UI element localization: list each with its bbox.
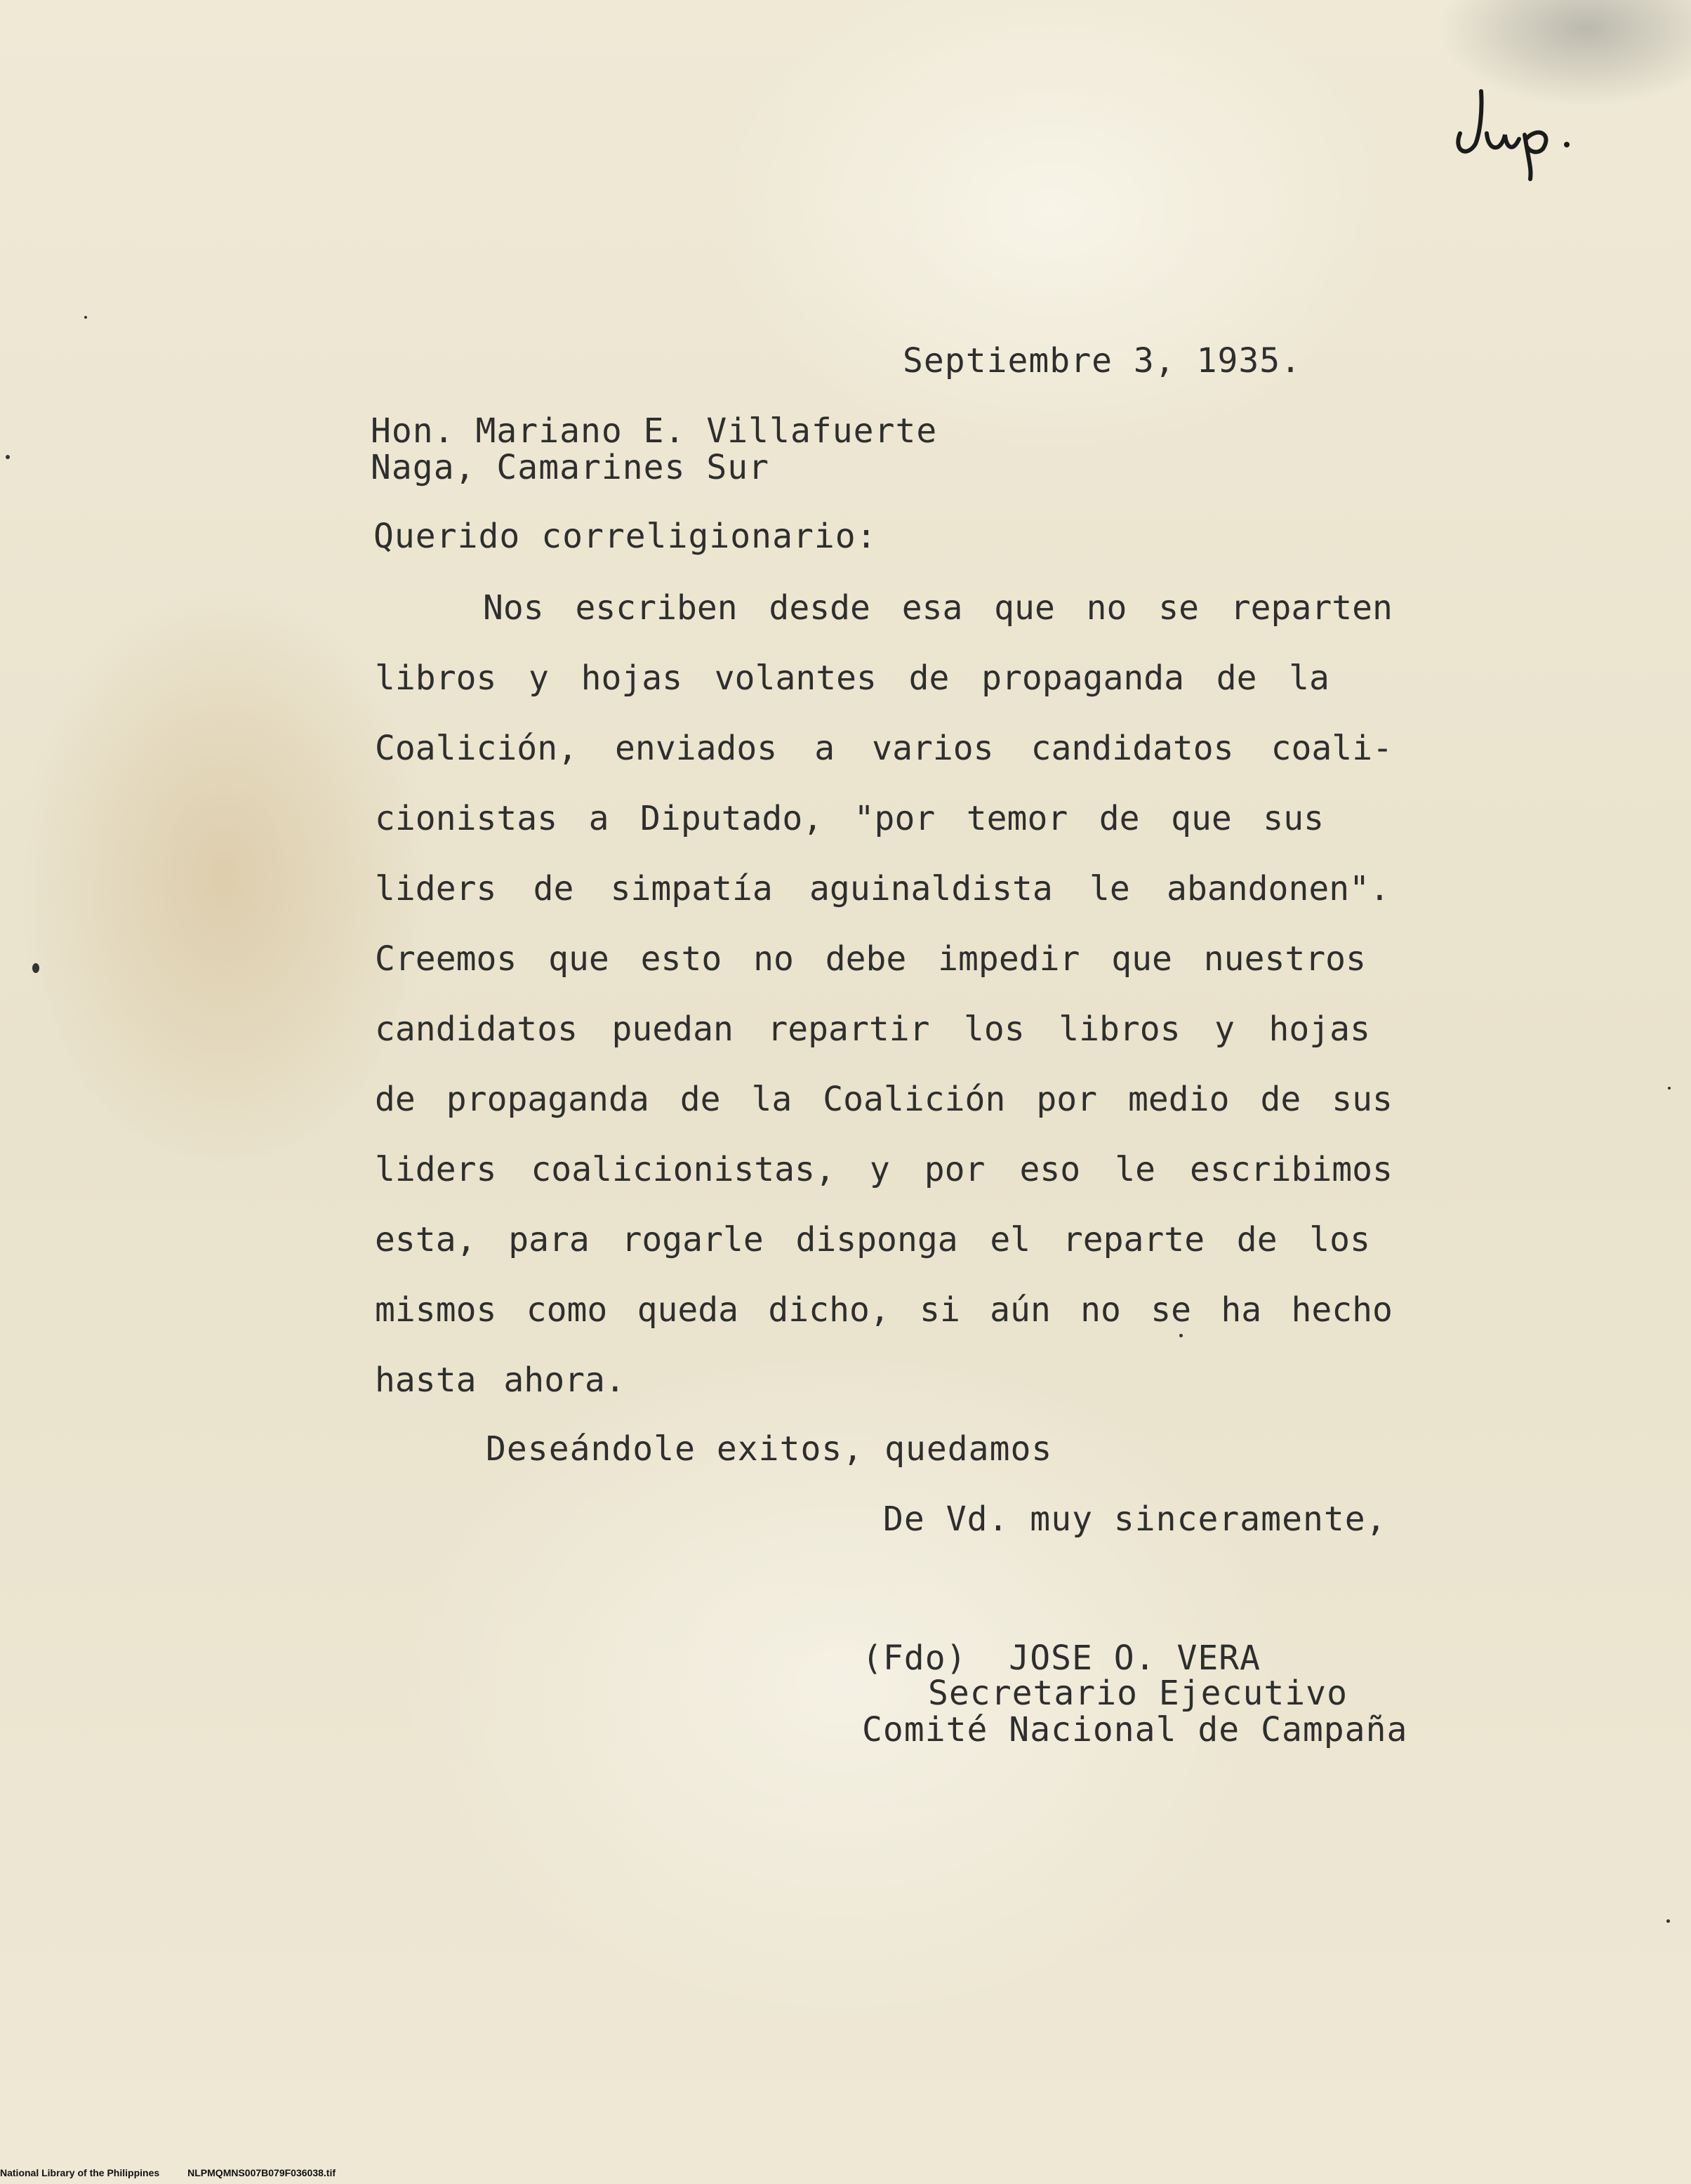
recipient-address: Naga, Camarines Sur bbox=[371, 448, 770, 487]
archive-footer bbox=[0, 2168, 336, 2178]
body-line-2: libros y hojas volantes de propaganda de la bbox=[375, 658, 1329, 698]
signature-organization: Comité Nacional de Campaña bbox=[862, 1710, 1408, 1749]
ink-speck bbox=[1668, 1087, 1671, 1090]
body-line-12: hasta ahora. bbox=[375, 1361, 625, 1400]
body-line-7: candidatos puedan repartir los libros y hojas bbox=[375, 1010, 1370, 1049]
signature-title: Secretario Ejecutivo bbox=[928, 1674, 1348, 1713]
recipient-name: Hon. Mariano E. Villafuerte bbox=[371, 411, 938, 451]
body-line-10: esta, para rogarle disponga el reparte de los bbox=[375, 1220, 1370, 1259]
handwritten-dup-note bbox=[1446, 84, 1586, 183]
ink-speck bbox=[32, 963, 39, 973]
body-line-11: mismos como queda dicho, si aún no se ha hecho bbox=[375, 1290, 1393, 1330]
body-line-3: Coalición, enviados a varios candidatos coali- bbox=[375, 729, 1393, 768]
ink-speck bbox=[84, 316, 87, 319]
body-line-6: Creemos que esto no debe impedir que nuestros bbox=[375, 939, 1366, 979]
signature-line: (Fdo) JOSE O. VERA bbox=[862, 1639, 1261, 1678]
ink-speck bbox=[6, 455, 10, 459]
body-line-4: cionistas a Diputado, "por temor de que sus bbox=[375, 799, 1324, 838]
body-line-1: Nos escriben desde esa que no se reparten bbox=[483, 588, 1393, 628]
archive-filename: NLPMQMNS007B079F036038.tif bbox=[187, 2167, 336, 2178]
letter-date: Septiembre 3, 1935. bbox=[903, 341, 1302, 380]
body-line-8: de propaganda de la Coalición por medio de sus bbox=[375, 1080, 1393, 1119]
ink-speck bbox=[1179, 1334, 1183, 1337]
ink-speck bbox=[1666, 1919, 1670, 1923]
closing-line: Deseándole exitos, quedamos bbox=[486, 1429, 1053, 1469]
salutation: Querido correligionario: bbox=[373, 517, 877, 556]
complimentary-close: De Vd. muy sinceramente, bbox=[883, 1500, 1387, 1539]
body-line-5: liders de simpatía aguinaldista le abandonen". bbox=[375, 869, 1390, 908]
archive-name: National Library of the Philippines bbox=[0, 2167, 160, 2178]
body-line-9: liders coalicionistas, y por eso le escribimos bbox=[375, 1150, 1393, 1189]
